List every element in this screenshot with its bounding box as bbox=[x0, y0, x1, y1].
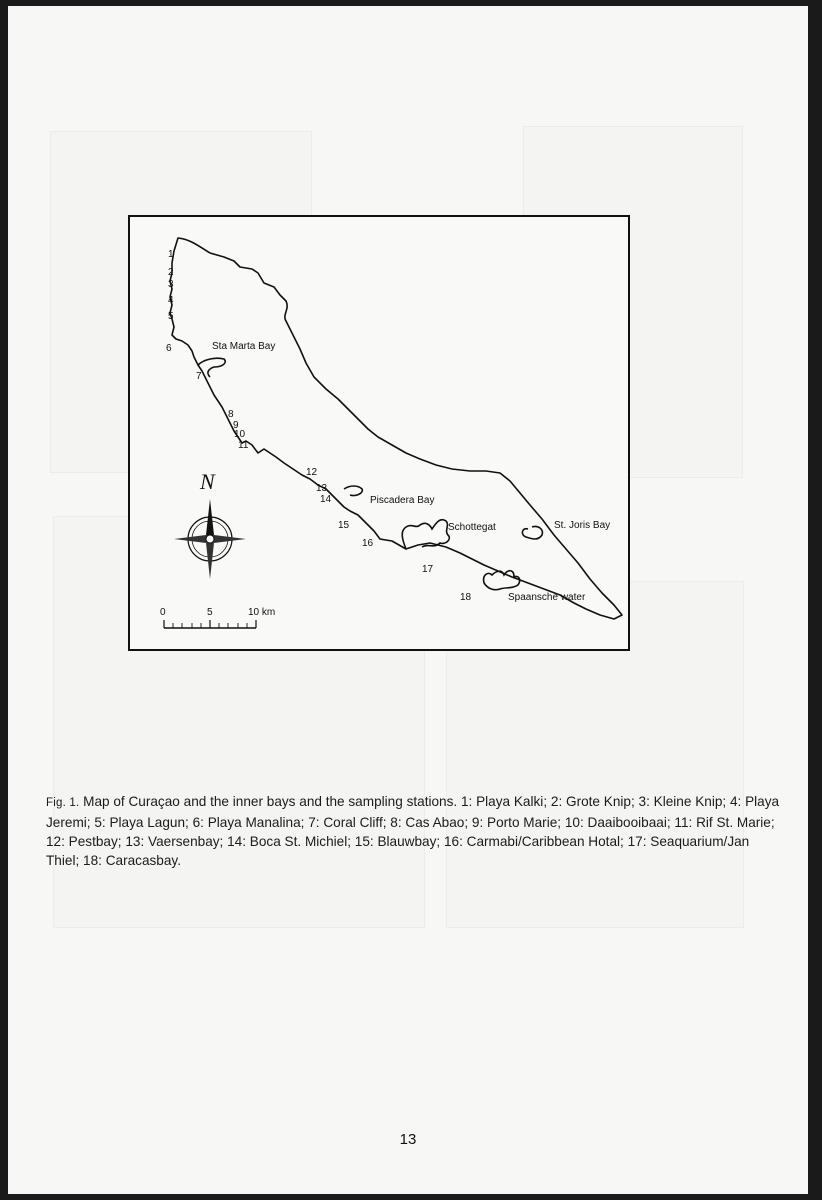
st-joris-bay-outline bbox=[522, 526, 542, 539]
station-number: 3 bbox=[168, 279, 174, 290]
station-number: 17 bbox=[422, 564, 434, 575]
curacao-map bbox=[130, 217, 628, 649]
station-number: 15 bbox=[338, 520, 350, 531]
station-number: 16 bbox=[362, 538, 374, 549]
compass-rose-icon bbox=[174, 499, 246, 579]
spaansche-water-label: Spaansche water bbox=[508, 592, 586, 603]
station-number: 7 bbox=[196, 371, 202, 382]
station-number: 1 bbox=[168, 249, 174, 260]
station-number: 4 bbox=[168, 295, 174, 306]
north-letter: N bbox=[200, 469, 215, 494]
scale-bar bbox=[160, 607, 275, 628]
station-number: 13 bbox=[316, 483, 328, 494]
sta-marta-bay-outline bbox=[198, 358, 225, 377]
station-number: 14 bbox=[320, 494, 332, 505]
scale-tick-10: 10 km bbox=[248, 607, 276, 618]
station-number: 5 bbox=[168, 311, 174, 322]
figure-label: Fig. 1. bbox=[46, 797, 80, 809]
station-number: 12 bbox=[306, 467, 318, 478]
scale-tick-5: 5 bbox=[207, 607, 213, 618]
station-number: 11 bbox=[238, 440, 249, 451]
map-figure bbox=[128, 215, 630, 651]
station-number: 10 bbox=[234, 429, 246, 440]
north-arrow bbox=[174, 469, 246, 579]
spaansche-water-outline bbox=[484, 571, 520, 590]
sta-marta-bay-label: Sta Marta Bay bbox=[212, 341, 276, 352]
station-number: 6 bbox=[166, 343, 172, 354]
piscadera-bay-label: Piscadera Bay bbox=[370, 495, 435, 506]
station-number: 9 bbox=[233, 420, 239, 431]
schottegat-label: Schottegat bbox=[448, 522, 496, 533]
station-number: 18 bbox=[460, 592, 472, 603]
st-joris-bay-label: St. Joris Bay bbox=[554, 520, 611, 531]
caption-text: Map of Curaçao and the inner bays and the sampling stations. 1: Playa Kalki; 2: Grote Knip; 3: Kleine Knip; 4: Playa Jeremi; 5: Playa Lagun; 6: Playa Manalina; 7: Coral Cliff; 8: Cas Abao; 9: Porto Marie; 10: Daaibooibaai; 11: Rif St. Marie; 12: Pestbay; 13: Vaersenbay; 14: Boca St. Michiel; 15: Blauwbay; 16: Carmabi/Caribbean Hotal; 17: Seaquarium/Jan Thiel; 18: Caracasbay. bbox=[46, 794, 780, 868]
page bbox=[8, 6, 808, 1194]
figure-caption bbox=[46, 792, 786, 870]
schottegat-outline bbox=[402, 520, 449, 549]
piscadera-bay-outline bbox=[344, 486, 362, 496]
scale-tick-0: 0 bbox=[160, 607, 166, 618]
station-number: 8 bbox=[228, 409, 234, 420]
page-number: 13 bbox=[399, 1131, 417, 1148]
station-number: 2 bbox=[168, 267, 174, 278]
